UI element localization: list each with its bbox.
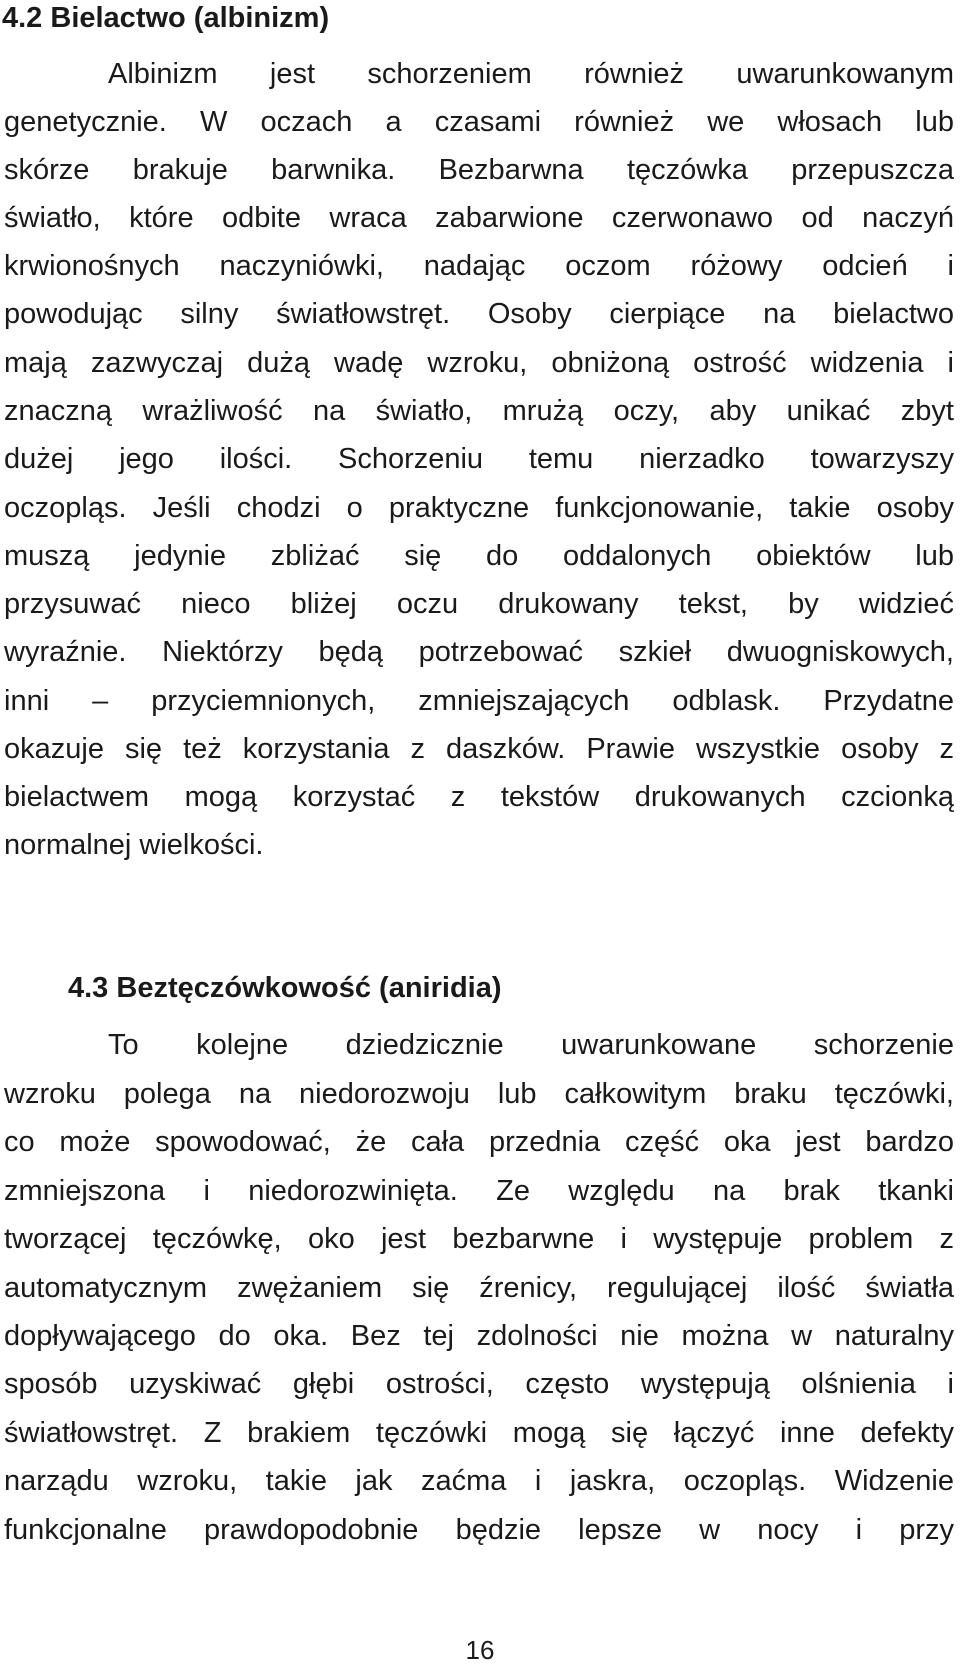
paragraph-line: normalnej wielkości. <box>4 829 264 861</box>
page-number: 16 <box>465 1635 495 1665</box>
paragraph-line: powodując silny światłowstręt. Osoby cierpiące na bielactwo <box>4 298 954 330</box>
paragraph-line: dużej jego ilości. Schorzeniu temu nierzadko towarzyszy <box>4 443 954 475</box>
paragraph-line: dopływającego do oka. Bez tej zdolności nie można w naturalny <box>4 1320 954 1352</box>
paragraph-line: automatycznym zwężaniem się źrenicy, regulującej ilość światła <box>4 1272 954 1304</box>
paragraph-line: oczopląs. Jeśli chodzi o praktyczne funkcjonowanie, takie osoby <box>4 492 954 524</box>
paragraph-line: To kolejne dziedzicznie uwarunkowane schorzenie <box>108 1029 954 1061</box>
paragraph-line: zmniejszona i niedorozwinięta. Ze względu na brak tkanki <box>4 1175 954 1207</box>
paragraph-line: inni – przyciemnionych, zmniejszających odblask. Przydatne <box>4 685 954 717</box>
paragraph-line: mają zazwyczaj dużą wadę wzroku, obniżoną ostrość widzenia i <box>4 347 954 379</box>
paragraph-line: znaczną wrażliwość na światło, mrużą oczy, aby unikać zbyt <box>4 395 954 427</box>
paragraph-line: światło, które odbite wraca zabarwione czerwonawo od naczyń <box>4 202 954 234</box>
paragraph-line: krwionośnych naczyniówki, nadając oczom różowy odcień i <box>4 250 954 282</box>
paragraph-line: muszą jedynie zbliżać się do oddalonych obiektów lub <box>4 540 954 572</box>
paragraph-line: sposób uzyskiwać głębi ostrości, często występują olśnienia i <box>4 1368 954 1400</box>
paragraph-line: światłowstręt. Z brakiem tęczówki mogą się łączyć inne defekty <box>4 1417 954 1449</box>
paragraph-line: wyraźnie. Niektórzy będą potrzebować szkieł dwuogniskowych, <box>4 636 954 668</box>
paragraph-line: tworzącej tęczówkę, oko jest bezbarwne i występuje problem z <box>4 1223 954 1255</box>
paragraph-line: co może spowodować, że cała przednia część oka jest bardzo <box>4 1126 954 1158</box>
paragraph-line: skórze brakuje barwnika. Bezbarwna tęczówka przepuszcza <box>4 154 954 186</box>
paragraph-line: okazuje się też korzystania z daszków. Prawie wszystkie osoby z <box>4 733 954 765</box>
paragraph-line: funkcjonalne prawdopodobnie będzie lepsze w nocy i przy <box>4 1514 954 1546</box>
section-heading-bielactwo: 4.2 Bielactwo (albinizm) <box>2 2 330 34</box>
paragraph-line: narządu wzroku, takie jak zaćma i jaskra, oczopląs. Widzenie <box>4 1465 954 1497</box>
paragraph-line: przysuwać nieco bliżej oczu drukowany tekst, by widzieć <box>4 588 954 620</box>
paragraph-line: Albinizm jest schorzeniem również uwarunkowanym <box>108 58 954 90</box>
paragraph-line: wzroku polega na niedorozwoju lub całkowitym braku tęczówki, <box>4 1078 954 1110</box>
section-heading-aniridia: 4.3 Beztęczówkowość (aniridia) <box>68 972 502 1004</box>
paragraph-line: genetycznie. W oczach a czasami również we włosach lub <box>4 106 954 138</box>
paragraph-line: bielactwem mogą korzystać z tekstów drukowanych czcionką <box>4 781 954 813</box>
